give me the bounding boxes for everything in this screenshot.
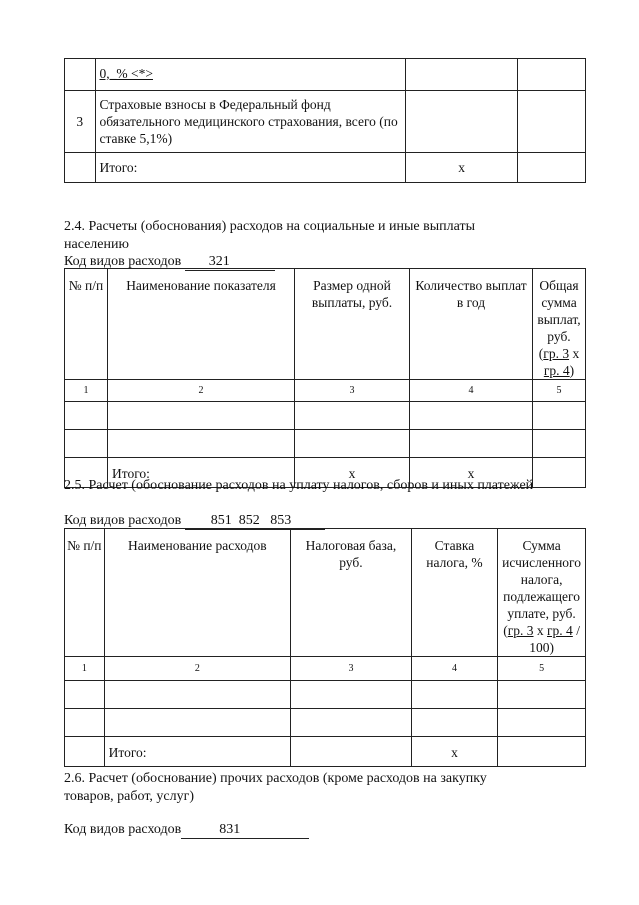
total-x: x [411,737,497,767]
header-tax-base: Налоговая база, руб. [291,529,412,657]
total-x: x [405,153,518,183]
link-gr3[interactable]: гр. 3 [507,623,534,638]
header-num: № п/п [65,529,105,657]
header-total-sum: Общая сумма выплат, руб. (гр. 3 x гр. 4) [533,269,586,380]
taxes-table [64,528,586,767]
total-row [65,737,586,767]
col-number: 1 [65,380,108,402]
col-number: 3 [295,380,410,402]
section-2-4-code: Код видов расходов 321 [64,254,275,271]
header-num: № п/п [65,269,108,380]
section-2-6-code: Код видов расходов 831 [64,822,309,839]
table-row [65,402,586,430]
link-gr3[interactable]: гр. 3 [543,346,570,361]
col-number: 5 [533,380,586,402]
col-number: 5 [498,657,586,681]
total-label: Итого: [95,153,405,183]
total-x: x [295,458,410,488]
col-number: 4 [411,657,497,681]
total-x: x [410,458,533,488]
section-2-4-heading: 2.4. Расчеты (обоснования) расходов на социальные и иные выплаты населению [64,219,476,252]
code-value: 851 852 853 [185,513,325,530]
link-gr4[interactable]: гр. 4 [547,623,573,638]
top-table [64,58,586,183]
table-row [65,430,586,458]
social-payments-table [64,268,586,488]
header-name: Наименование показателя [108,269,295,380]
row-text: Страховые взносы в Федеральный фонд обязательного медицинского страхования, всего (по ставке 5,1%) [95,91,405,153]
row-rate-text: 0,_% <*> [99,66,153,81]
section-2-6-heading: 2.6. Расчет (обоснование) прочих расходов (кроме расходов на закупку товаров, работ, услуг) [64,771,487,804]
header-tax-sum: Сумма исчисленного налога, подлежащего уплате, руб. (гр. 3 x гр. 4 / 100) [498,529,586,657]
col-number: 1 [65,657,105,681]
col-number: 2 [108,380,295,402]
code-value: 321 [185,254,275,271]
col-number: 2 [104,657,290,681]
row-number: 3 [65,91,96,153]
col-number: 4 [410,380,533,402]
col-number: 3 [291,657,412,681]
header-payment-size: Размер одной выплаты, руб. [295,269,410,380]
total-label: Итого: [108,458,295,488]
table-row [65,709,586,737]
header-payment-count: Количество выплат в год [410,269,533,380]
link-gr4[interactable]: гр. 4 [543,363,570,378]
code-value: 831 [181,822,309,839]
total-label: Итого: [104,737,290,767]
section-2-5-heading: 2.5. Расчет (обоснование расходов на уплату налогов, сборов и иных платежей [64,478,534,493]
section-2-5-code: Код видов расходов 851 852 853 [64,513,325,530]
table-row [65,681,586,709]
header-name: Наименование расходов [104,529,290,657]
header-tax-rate: Ставка налога, % [411,529,497,657]
